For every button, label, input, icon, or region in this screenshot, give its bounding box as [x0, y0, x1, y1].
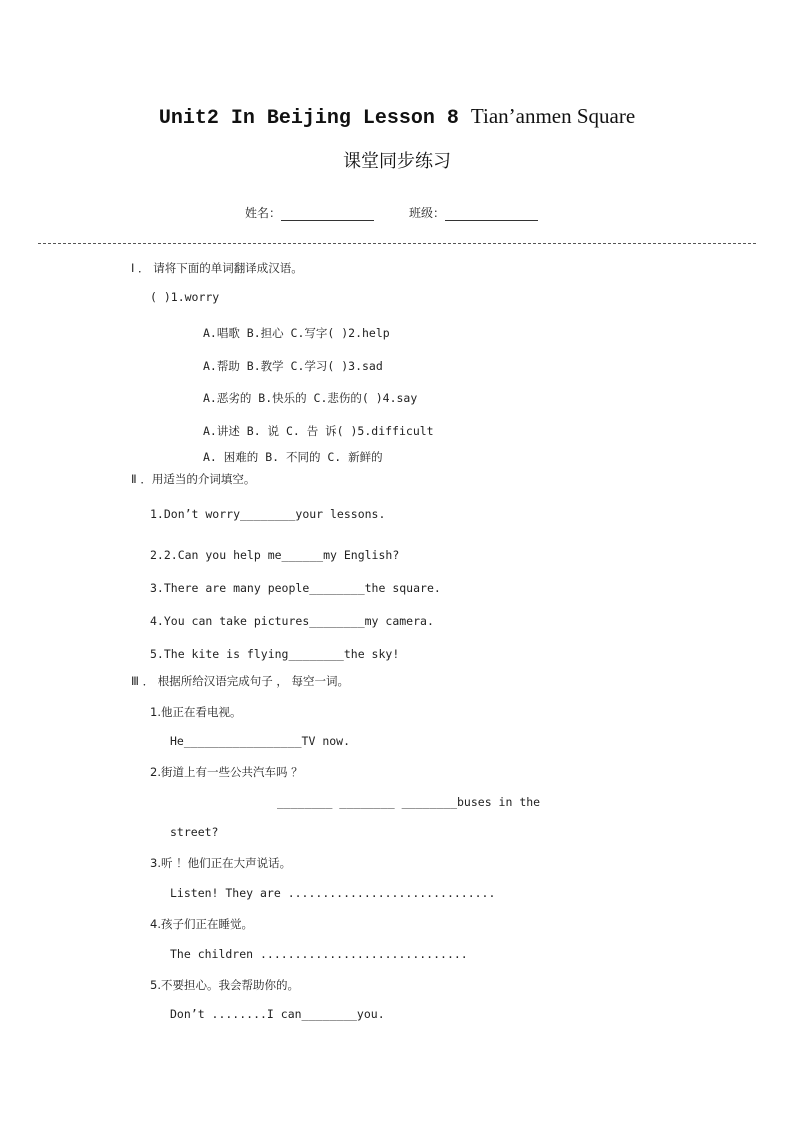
name-label: 姓名：	[245, 206, 282, 220]
section1-line: A.唱歌 B.担心 C.写字( )2.help	[203, 326, 390, 340]
name-field	[245, 204, 374, 221]
section3-question: 2.街道上有一些公共汽车吗 ？	[150, 765, 303, 779]
section1-line: A.帮助 B.教学 C.学习( )3.sad	[203, 359, 383, 373]
section3-heading: Ⅲ ． 根据所给汉语完成句子 ， 每空一词。	[131, 674, 350, 688]
section3-answer: Don’t ........I can________you.	[170, 1007, 385, 1021]
section2-heading: Ⅱ ．用适当的介词填空。	[131, 472, 256, 486]
section1-line: A.讲述 B. 说 C. 告 诉( )5.difficult	[203, 424, 434, 438]
section3-question: 3.听 ！他们正在大声说话。	[150, 856, 292, 870]
section1-line: A.恶劣的 B.快乐的 C.悲伤的( )4.say	[203, 391, 418, 405]
section2-line: 3.There are many people________the square.	[150, 581, 441, 595]
section2-line: 4.You can take pictures________my camera.	[150, 614, 434, 628]
section2-line: 2.2.Can you help me______my English?	[150, 548, 400, 562]
section2-line: 5.The kite is flying________the sky!	[150, 647, 400, 661]
title-topic: Tian’anmen Square	[470, 104, 636, 128]
section3-answer: ________ ________ ________buses in the	[277, 795, 541, 809]
document-subtitle: 课堂同步练习	[343, 151, 451, 172]
class-field	[409, 204, 538, 221]
document-title	[0, 104, 794, 130]
section3-answer: Listen! They are ..............................	[170, 886, 496, 900]
class-blank	[445, 208, 538, 221]
name-blank	[281, 208, 374, 221]
section3-question: 5.不要担心。我会帮助你的。	[150, 978, 299, 992]
section3-question: 1.他正在看电视。	[150, 705, 242, 719]
section3-answer-cont: street?	[170, 825, 219, 839]
section1-heading: Ⅰ ． 请将下面的单词翻译成汉语。	[131, 261, 303, 275]
section2-line: 1.Don’t worry________your lessons.	[150, 507, 386, 521]
section1-line: A. 困难的 B. 不同的 C. 新鲜的	[203, 450, 383, 464]
title-lesson: Unit2 In Beijing Lesson 8	[158, 107, 459, 130]
section3-answer: The children ..............................	[170, 947, 468, 961]
divider	[38, 243, 756, 244]
section1-line: ( )1.worry	[150, 290, 220, 304]
class-label: 班级：	[409, 206, 446, 220]
section3-question: 4.孩子们正在睡觉。	[150, 917, 253, 931]
section3-answer: He_________________TV now.	[170, 734, 351, 748]
